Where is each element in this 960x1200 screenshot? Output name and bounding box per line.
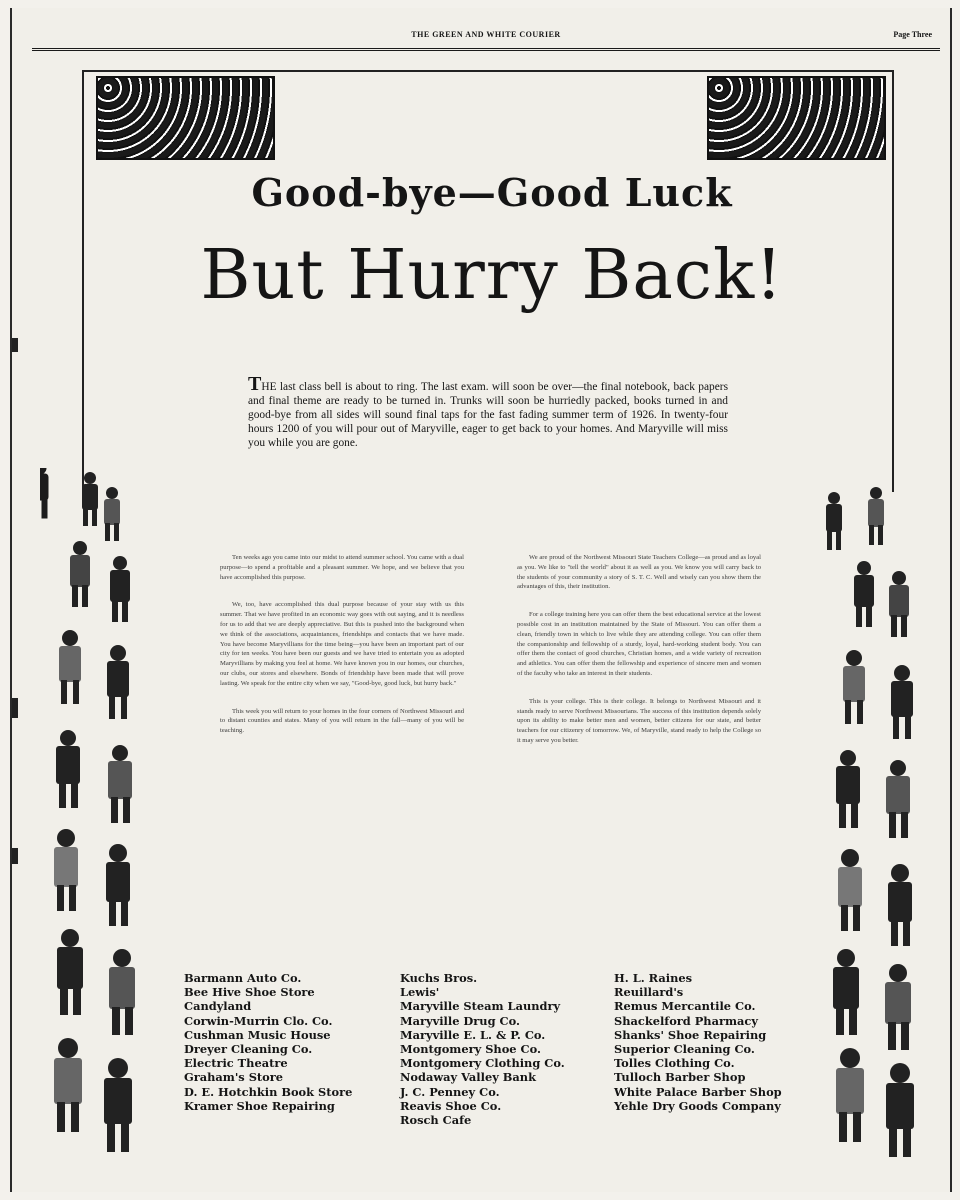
sponsor-name: Graham's Store <box>184 1070 284 1085</box>
sponsor-name: Electric Theatre <box>184 1056 288 1071</box>
crowd-illustration-left-icon <box>40 468 155 1168</box>
sponsor-list-2 <box>400 971 565 1127</box>
headline-hurry-back: But Hurry Back! <box>200 236 784 315</box>
sponsor-name: Remus Mercantile Co. <box>614 999 756 1014</box>
page-number: Page Three <box>893 30 932 39</box>
sponsor-name: Cushman Music House <box>184 1027 331 1042</box>
sponsor-name: Shanks' Shoe Repairing <box>614 1027 767 1042</box>
left-column-paragraph: We, too, have accomplished this dual purpose because of your stay with us this summer. That we have profited in an economic way goes with out saying, and it is needless for us to add that we are deeply appreciative. But this is pushed into the background when we think of the associations, acquaintances, friendships and contacts that we have made. You have become Maryvillians for the time being—you have been an important part of our city for ten weeks. You have been our guests and we have tried to entertain you as adopted Maryvillians by making you feel at home. We have known you in our homes, our churches, our clubs, our stores and elsewhere. Bonds of friendship have been made that will prove lasting. We speak for the entire city when we say, "Good-bye, good luck, but hurry back." <box>220 601 464 687</box>
sponsor-name: Montgomery Clothing Co. <box>400 1056 565 1071</box>
running-head <box>32 28 940 51</box>
intro-text: HE last class bell is about to ring. The last exam. will soon be over—the final notebook, back papers and final theme are ready to be turned in. Trunks will soon be hurriedly packed, books turned in and good-bye from all sides will sound final taps for the fast fading summer term of 1926. In twenty-four hours 1200 of you will pour out of Maryville, eager to get back to your homes. And Maryville will miss you while you are gone. <box>248 381 728 449</box>
sponsor-name: Corwin-Murrin Clo. Co. <box>184 1013 333 1028</box>
sponsor-name: Reavis Shoe Co. <box>400 1098 502 1113</box>
scan-edge-mark <box>12 848 18 864</box>
sponsor-name: Superior Cleaning Co. <box>614 1042 755 1057</box>
scan-edge-mark <box>12 698 18 718</box>
sponsor-name: Dreyer Cleaning Co. <box>184 1042 313 1057</box>
sponsor-name: Rosch Cafe <box>400 1113 472 1128</box>
sponsor-name: Candyland <box>184 999 252 1014</box>
sponsor-name: Maryville E. L. & P. Co. <box>400 1027 546 1042</box>
right-column-paragraph: For a college training here you can offer them the best educational service at the lowest possible cost in an institution maintained by the State of Missouri. You can offer them a clean, friendly town in which to live while they are attending college. You can offer them the companionship and fellowship of a sturdy, loyal, hard-working student body. You can offer them the contact of good churches, Christian homes, and a wide variety of recreation and athletics. You can offer them the fellowship and experience of sincere men and women of the faculty who take an interest in their students. <box>517 611 761 677</box>
sponsor-name: Reuillard's <box>614 985 684 1000</box>
sponsor-name: Kramer Shoe Repairing <box>184 1098 335 1113</box>
left-column-paragraph: This week you will return to your homes in the four corners of Northwest Missouri and to distant counties and states. Many of you will return in the fall—many of you will be teaching. <box>220 707 464 735</box>
sponsor-list-1 <box>184 971 352 1113</box>
sponsor-name: Bee Hive Shoe Store <box>184 985 315 1000</box>
sponsor-name: Tulloch Barber Shop <box>614 1070 746 1085</box>
sponsor-name: Kuchs Bros. <box>400 971 478 985</box>
sponsor-name: J. C. Penney Co. <box>400 1084 500 1099</box>
sponsor-name: Barmann Auto Co. <box>184 971 302 985</box>
sponsor-name: H. L. Raines <box>614 971 693 985</box>
sponsor-name: Montgomery Shoe Co. <box>400 1042 541 1057</box>
right-column-paragraph: We are proud of the Northwest Missouri State Teachers College—as proud and as loyal as you. We like to "tell the world" about it as well as you. We know you will carry back to the students of your community a story of S. T. C. Well and wisely can you show them the advantages of this, their institution. <box>517 554 761 591</box>
right-column <box>517 553 761 764</box>
crowd-illustration-right-icon <box>814 468 929 1168</box>
sponsor-name: Shackelford Pharmacy <box>614 1013 758 1028</box>
sponsor-name: Tolles Clothing Co. <box>614 1056 735 1071</box>
left-column <box>220 553 464 754</box>
sponsor-name: Maryville Steam Laundry <box>400 999 561 1014</box>
paper-title: THE GREEN AND WHITE COURIER <box>411 30 561 39</box>
newspaper-page <box>10 8 952 1192</box>
sponsor-name: Nodaway Valley Bank <box>400 1070 536 1085</box>
sponsor-name: D. E. Hotchkin Book Store <box>184 1084 353 1099</box>
sponsor-name: Maryville Drug Co. <box>400 1013 520 1028</box>
drop-cap: T <box>248 373 262 395</box>
ornament-left-icon <box>96 76 275 160</box>
scan-edge-mark <box>12 338 18 352</box>
sponsor-list-3 <box>614 971 782 1113</box>
left-column-paragraph: Ten weeks ago you came into our midst to attend summer school. You came with a dual purpose—to spend a profitable and a pleasant summer. We hope, and we believe that you have accomplished this purpose. <box>220 554 464 581</box>
right-column-paragraph: This is your college. This is their college. It belongs to Northwest Missouri and it stands ready to serve Northwest Missourians. The success of this institution depends solely upon its ability to make better men and women, better citizens for our state, and better teachers for our citizenry of tomorrow. We, of Maryville, stand ready to help the College so it may serve you better. <box>517 697 761 744</box>
sponsor-name: White Palace Barber Shop <box>614 1084 782 1099</box>
sponsor-name: Yehle Dry Goods Company <box>614 1098 781 1113</box>
intro-paragraph <box>248 373 728 450</box>
sponsor-name: Lewis' <box>400 985 440 1000</box>
ornament-right-icon <box>707 76 886 160</box>
headline-goodbye: Good-bye—Good Luck <box>251 170 733 215</box>
